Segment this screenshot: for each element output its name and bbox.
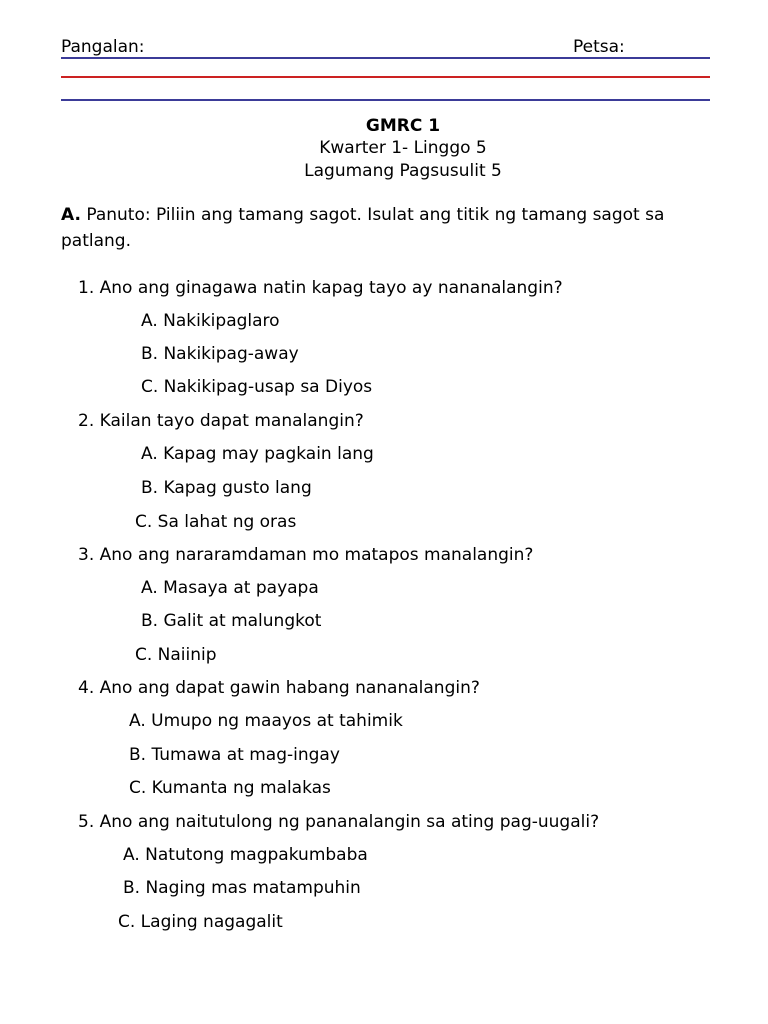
question-1: 1. Ano ang ginagawa natin kapag tayo ay nananalangin?: [78, 278, 563, 298]
quarter-subtitle: Kwarter 1- Linggo 5: [319, 138, 487, 158]
question-4-choice-b: B. Tumawa at mag-ingay: [129, 745, 340, 765]
date-label: Petsa:: [573, 37, 625, 57]
bottom-rule: [61, 99, 710, 101]
question-3-choice-a: A. Masaya at payapa: [141, 578, 319, 598]
question-5-choice-a: A. Natutong magpakumbaba: [123, 845, 368, 865]
instructions-line-2: patlang.: [61, 231, 131, 251]
section-label: A.: [61, 205, 81, 225]
instructions-text: Panuto: Piliin ang tamang sagot. Isulat ang titik ng tamang sagot sa: [86, 205, 665, 225]
question-2-choice-b: B. Kapag gusto lang: [141, 478, 312, 498]
name-line: [61, 57, 710, 59]
question-3-choice-c: C. Naiinip: [135, 645, 217, 665]
question-1-choice-c: C. Nakikipag-usap sa Diyos: [141, 377, 373, 397]
question-1-choice-b: B. Nakikipag-away: [141, 344, 299, 364]
red-rule: [61, 76, 710, 78]
test-name: Lagumang Pagsusulit 5: [304, 161, 502, 181]
question-4: 4. Ano ang dapat gawin habang nananalangin?: [78, 678, 480, 698]
question-5-choice-b: B. Naging mas matampuhin: [123, 878, 361, 898]
question-3: 3. Ano ang nararamdaman mo matapos manalangin?: [78, 545, 534, 565]
instructions-line-1: [61, 205, 664, 225]
question-2: 2. Kailan tayo dapat manalangin?: [78, 411, 364, 431]
question-3-choice-b: B. Galit at malungkot: [141, 611, 322, 631]
subject-title: GMRC 1: [365, 116, 441, 136]
question-1-choice-a: A. Nakikipaglaro: [141, 311, 280, 331]
question-5-choice-c: C. Laging nagagalit: [118, 912, 283, 932]
question-2-choice-c: C. Sa lahat ng oras: [135, 512, 297, 532]
question-4-choice-a: A. Umupo ng maayos at tahimik: [129, 711, 403, 731]
name-label: Pangalan:: [61, 37, 145, 57]
question-4-choice-c: C. Kumanta ng malakas: [129, 778, 331, 798]
question-2-choice-a: A. Kapag may pagkain lang: [141, 444, 374, 464]
question-5: 5. Ano ang naitutulong ng pananalangin sa ating pag-uugali?: [78, 812, 600, 832]
